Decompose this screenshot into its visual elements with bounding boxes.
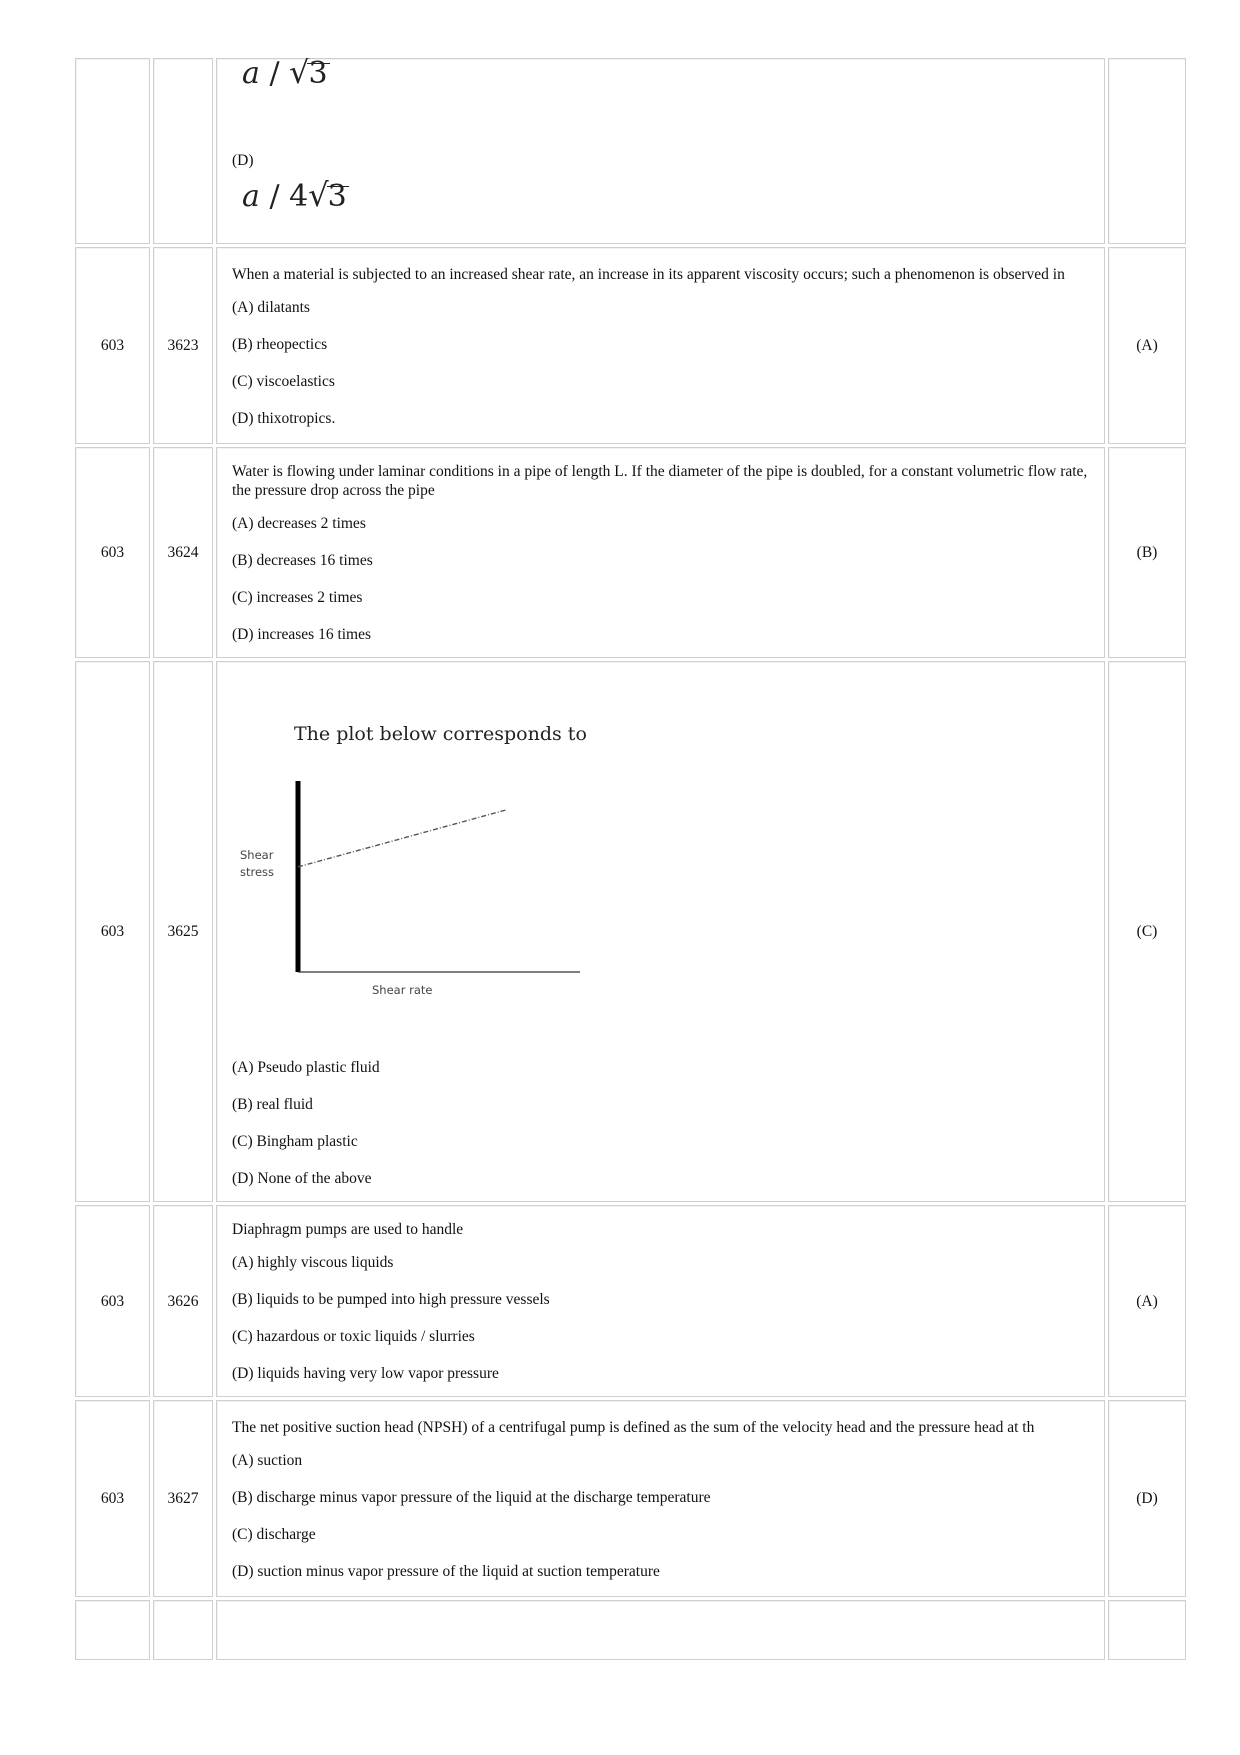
table-row — [75, 661, 1186, 1202]
series-layer — [298, 810, 507, 867]
option-a: (A) decreases 2 times — [232, 515, 366, 532]
question-text: Diaphragm pumps are used to handle — [232, 1221, 464, 1238]
answer-cell: (D) — [1108, 1400, 1186, 1597]
subject-cell — [75, 58, 150, 244]
question-number-cell: 3623 — [153, 247, 213, 444]
option-d: (D) None of the above — [232, 1170, 372, 1187]
option-c: (C) increases 2 times — [232, 589, 363, 606]
subject-cell: 603 — [75, 447, 150, 658]
question-table — [72, 58, 1186, 1663]
answer-cell: (C) — [1108, 661, 1186, 1202]
question-cell — [216, 247, 1105, 444]
option-c: (C) hazardous or toxic liquids / slurries — [232, 1328, 475, 1345]
plot-title: The plot below corresponds to — [294, 723, 587, 745]
option-a: (A) highly viscous liquids — [232, 1254, 394, 1271]
option-b: (B) liquids to be pumped into high pressure vessels — [232, 1291, 550, 1308]
question-cell — [216, 1600, 1105, 1660]
table-row — [75, 58, 1186, 244]
question-number-cell: 3626 — [153, 1205, 213, 1397]
question-sheet — [72, 58, 1186, 1755]
answer-cell — [1108, 58, 1186, 244]
answer-cell: (B) — [1108, 447, 1186, 658]
option-c: (C) viscoelastics — [232, 372, 335, 390]
question-number-cell: 3625 — [153, 661, 213, 1202]
table-row — [75, 1205, 1186, 1397]
option-b: (B) discharge minus vapor pressure of the liquid at the discharge temperature — [232, 1488, 711, 1506]
subject-cell: 603 — [75, 1205, 150, 1397]
y-axis-label-line1: Shear — [240, 848, 274, 862]
question-cell — [216, 58, 1105, 244]
shear-plot-figure — [232, 676, 652, 1052]
table-row — [75, 1600, 1186, 1660]
option-c: (C) Bingham plastic — [232, 1133, 358, 1150]
table-row — [75, 247, 1186, 444]
question-text: Water is flowing under laminar conditions in a pipe of length L. If the diameter of the pipe is doubled, for a constant volumetric flow rate, the pressure drop across the pipe — [232, 463, 1088, 499]
shear-plot-svg — [232, 676, 652, 1052]
option-b: (B) real fluid — [232, 1096, 313, 1113]
subject-cell — [75, 1600, 150, 1660]
option-b: (B) decreases 16 times — [232, 552, 373, 569]
table-row — [75, 447, 1186, 658]
question-cell — [216, 1400, 1105, 1597]
option-c: (C) discharge — [232, 1525, 316, 1543]
option-b: (B) rheopectics — [232, 335, 328, 353]
answer-cell: (A) — [1108, 247, 1186, 444]
question-text: When a material is subjected to an increased shear rate, an increase in its apparent viscosity occurs; such a phenomenon is observed in — [232, 265, 1065, 283]
option-d: (D) liquids having very low vapor pressure — [232, 1365, 499, 1382]
subject-cell: 603 — [75, 661, 150, 1202]
question-cell — [216, 661, 1105, 1202]
subject-cell: 603 — [75, 247, 150, 444]
x-axis-label: Shear rate — [372, 983, 433, 997]
answer-cell: (A) — [1108, 1205, 1186, 1397]
y-axis-label-line2: stress — [240, 865, 275, 879]
question-cell — [216, 1205, 1105, 1397]
option-a: (A) suction — [232, 1451, 303, 1469]
subject-cell: 603 — [75, 1400, 150, 1597]
option-d-formula: a / 4√3 — [242, 176, 347, 214]
question-cell — [216, 447, 1105, 658]
option-a: (A) Pseudo plastic fluid — [232, 1059, 380, 1076]
question-number-cell — [153, 58, 213, 244]
option-d: (D) suction minus vapor pressure of the liquid at suction temperature — [232, 1562, 660, 1580]
option-d: (D) increases 16 times — [232, 626, 372, 643]
table-row — [75, 1400, 1186, 1597]
question-number-cell: 3624 — [153, 447, 213, 658]
question-text: The net positive suction head (NPSH) of a centrifugal pump is defined as the sum of the velocity head and the pressure head at th — [232, 1418, 1035, 1436]
series-line-0 — [298, 810, 507, 867]
option-label: (D) — [232, 152, 254, 169]
option-c-formula: a / √3 — [242, 58, 328, 91]
question-number-cell: 3627 — [153, 1400, 213, 1597]
answer-cell — [1108, 1600, 1186, 1660]
option-d: (D) thixotropics. — [232, 409, 336, 427]
question-number-cell — [153, 1600, 213, 1660]
option-a: (A) dilatants — [232, 298, 310, 316]
